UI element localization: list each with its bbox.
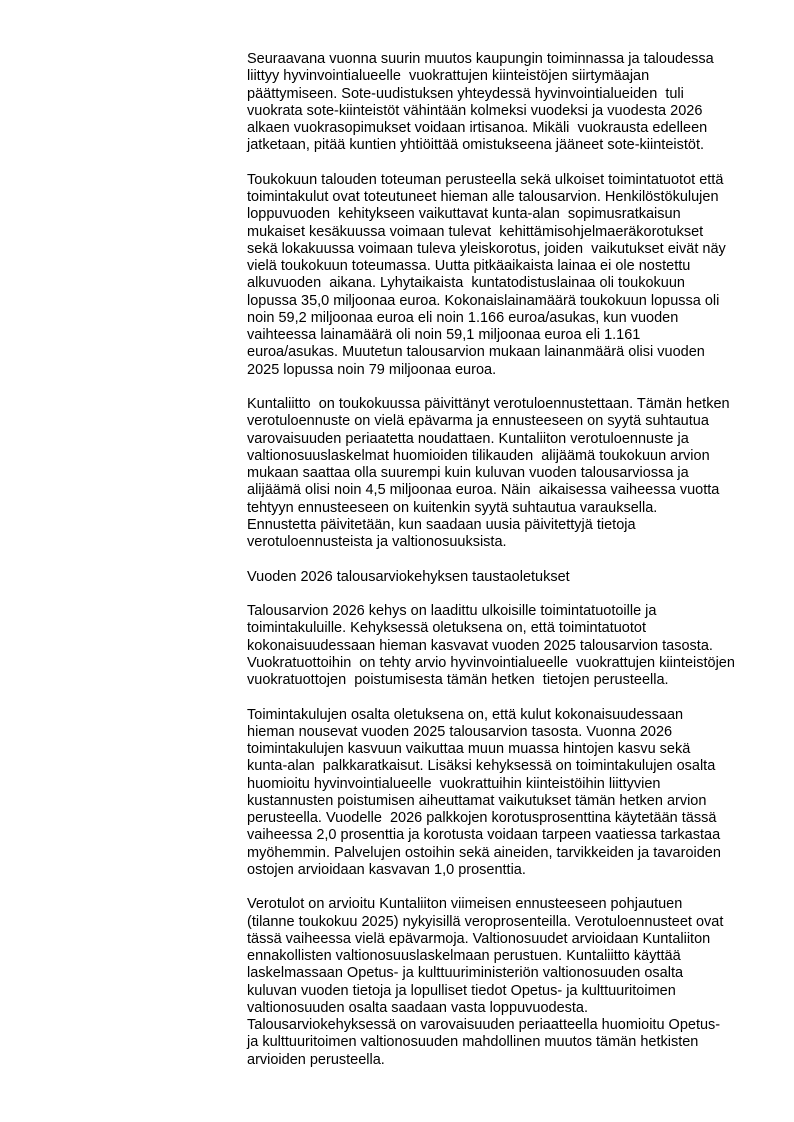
text-line: kunta-alan palkkaratkaisut. Lisäksi kehyksessä on toimintakulujen osalta — [247, 758, 716, 775]
paragraph — [247, 896, 747, 1069]
text-line: toimintakuluille. Kehyksessä oletuksena on, että toimintatuotot — [247, 620, 646, 637]
text-line: toimintakulut ovat toteutuneet hieman alle talousarvion. Henkilöstökulujen — [247, 189, 719, 205]
text-line: ennakollisten valtionosuuslaskelmaan perustuen. Kuntaliitto käyttää — [247, 948, 681, 964]
text-line: euroa/asukas. Muutetun talousarvion mukaan lainanmäärä olisi vuoden — [247, 344, 705, 361]
text-line: kokonaisuudessaan hieman kasvavat vuoden 2025 talousarvion tasosta. — [247, 637, 713, 654]
text-line: jatketaan, pitää kuntien yhtiöittää omistukseena jääneet sote-kiinteistöt. — [247, 137, 705, 154]
document-body — [247, 51, 747, 1069]
text-line: Kuntaliitto on toukokuussa päivittänyt verotuloennustettaan. Tämän hetken — [247, 396, 730, 412]
text-line: Vuoden 2026 talousarviokehyksen taustaoletukset — [247, 568, 570, 585]
text-line: ja kulttuuritoimen valtionosuuden mahdollinen muutos tämän hetkisten — [247, 1034, 699, 1051]
text-line: kuluvan vuoden tietoja ja lopulliset tiedot Opetus- ja kulttuuritoimen — [247, 982, 676, 999]
text-line: Vuokratuottoihin on tehty arvio hyvinvointialueelle vuokrattujen kiinteistöjen — [247, 654, 735, 671]
text-line: päättymiseen. Sote-uudistuksen yhteydessä hyvinvointialueiden tuli — [247, 85, 684, 102]
text-line: ostojen arvioidaan kasvavan 1,0 prosenttia. — [247, 861, 526, 878]
text-line: vaihteessa lainamäärä oli noin 59,1 miljoonaa euroa eli 1.161 — [247, 327, 641, 343]
text-line: Talousarviokehyksessä on varovaisuuden periaatteella huomioitu Opetus- — [247, 1017, 721, 1033]
paragraph — [247, 51, 747, 155]
text-line: mukaan saattaa olla suurempi kuin kuluvan vuoden talousarviossa ja — [247, 465, 689, 481]
paragraph — [247, 603, 747, 689]
text-line: alkaen vuokrasopimukset voidaan irtisanoa. Mikäli vuokrausta edelleen — [247, 120, 708, 136]
text-line: laskelmassaan Opetus- ja kulttuuriministeriön valtionosuuden osalta — [247, 965, 684, 982]
text-line: arvioiden perusteella. — [247, 1051, 385, 1068]
paragraph — [247, 707, 747, 880]
paragraph — [247, 396, 747, 551]
text-line: vaiheessa 2,0 prosenttia ja korotusta voidaan tarpeen vaatiessa tarkastaa — [247, 827, 721, 844]
text-line: perusteella. Vuodelle 2026 palkkojen korotusprosenttina käytetään tässä — [247, 810, 717, 826]
paragraph — [247, 172, 747, 379]
text-line: kustannusten poistumisen aiheuttamat vaikutukset tämän hetken arvion — [247, 792, 707, 809]
text-line: Verotulot on arvioitu Kuntaliiton viimeisen ennusteeseen pohjautuen — [247, 896, 683, 913]
section-heading — [247, 569, 747, 586]
text-line: vielä toukokuun toteumassa. Uutta pitkäaikaista lainaa ei ole nostettu — [247, 258, 691, 274]
text-line: lopussa 35,0 miljoonaa euroa. Kokonaislainamäärä toukokuun lopussa oli — [247, 292, 720, 309]
text-line: valtionosuuslaskelmat huomioiden tilikauden alijäämä toukokuun arvion — [247, 447, 710, 464]
text-line: Toukokuun talouden toteuman perusteella sekä ulkoiset toimintatuotot että — [247, 171, 724, 188]
text-line: tässä vaiheessa vielä epävarmoja. Valtionosuudet arvioidaan Kuntaliiton — [247, 930, 711, 947]
text-line: tehtyyn ennusteeseen on kuitenkin syytä suhtautua varauksella. — [247, 499, 658, 516]
text-line: hieman nousevat vuoden 2025 talousarvion tasosta. Vuonna 2026 — [247, 723, 673, 740]
text-line: Talousarvion 2026 kehys on laadittu ulkoisille toimintatuotoille ja — [247, 603, 657, 619]
text-line: Ennustetta päivitetään, kun saadaan uusia päivitettyjä tietoja — [247, 516, 636, 533]
text-line: loppuvuoden kehitykseen vaikuttavat kunta-alan sopimusratkaisun — [247, 206, 681, 223]
text-line: huomioitu hyvinvointialueelle vuokrattuihin kiinteistöihin liittyvien — [247, 775, 661, 792]
text-line: valtionosuuden osalta saadaan vasta loppuvuodesta. — [247, 999, 589, 1016]
text-line: varovaisuuden periaatetta noudattaen. Kuntaliiton verotuloennuste ja — [247, 430, 689, 447]
text-line: noin 59,2 miljoonaa euroa eli noin 1.166 euroa/asukas, kun vuoden — [247, 309, 679, 326]
text-line: Seuraavana vuonna suurin muutos kaupungin toiminnassa ja taloudessa — [247, 51, 714, 67]
text-line: liittyy hyvinvointialueelle vuokrattujen kiinteistöjen siirtymäajan — [247, 68, 650, 85]
text-line: vuokratuottojen poistumisesta tämän hetken tietojen perusteella. — [247, 672, 669, 688]
text-line: verotuloennuste on vielä epävarma ja ennusteeseen on syytä suhtautua — [247, 413, 709, 430]
text-line: 2025 lopussa noin 79 miljoonaa euroa. — [247, 361, 497, 378]
text-line: mukaiset kesäkuussa voimaan tulevat kehittämisohjelmaeräkorotukset — [247, 223, 704, 240]
text-line: (tilanne toukokuu 2025) nykyisillä veroprosenteilla. Verotuloennusteet ovat — [247, 913, 724, 930]
text-line: myöhemmin. Palvelujen ostoihin sekä aineiden, tarvikkeiden ja tavaroiden — [247, 844, 721, 861]
text-line: vuokrata sote-kiinteistöt vähintään kolmeksi vuodeksi ja vuodesta 2026 — [247, 102, 703, 119]
text-line: sekä lokakuussa voimaan tuleva yleiskorotus, joiden vaikutukset eivät näy — [247, 240, 726, 257]
text-line: alkuvuoden aikana. Lyhytaikaista kuntatodistuslainaa oli toukokuun — [247, 275, 685, 292]
text-line: alijäämä olisi noin 4,5 miljoonaa euroa. Näin aikaisessa vaiheessa vuotta — [247, 482, 720, 499]
text-line: Toimintakulujen osalta oletuksena on, että kulut kokonaisuudessaan — [247, 706, 684, 723]
text-line: verotuloennusteista ja valtionosuuksista. — [247, 534, 507, 550]
text-line: toimintakulujen kasvuun vaikuttaa muun muassa hintojen kasvu sekä — [247, 741, 691, 757]
